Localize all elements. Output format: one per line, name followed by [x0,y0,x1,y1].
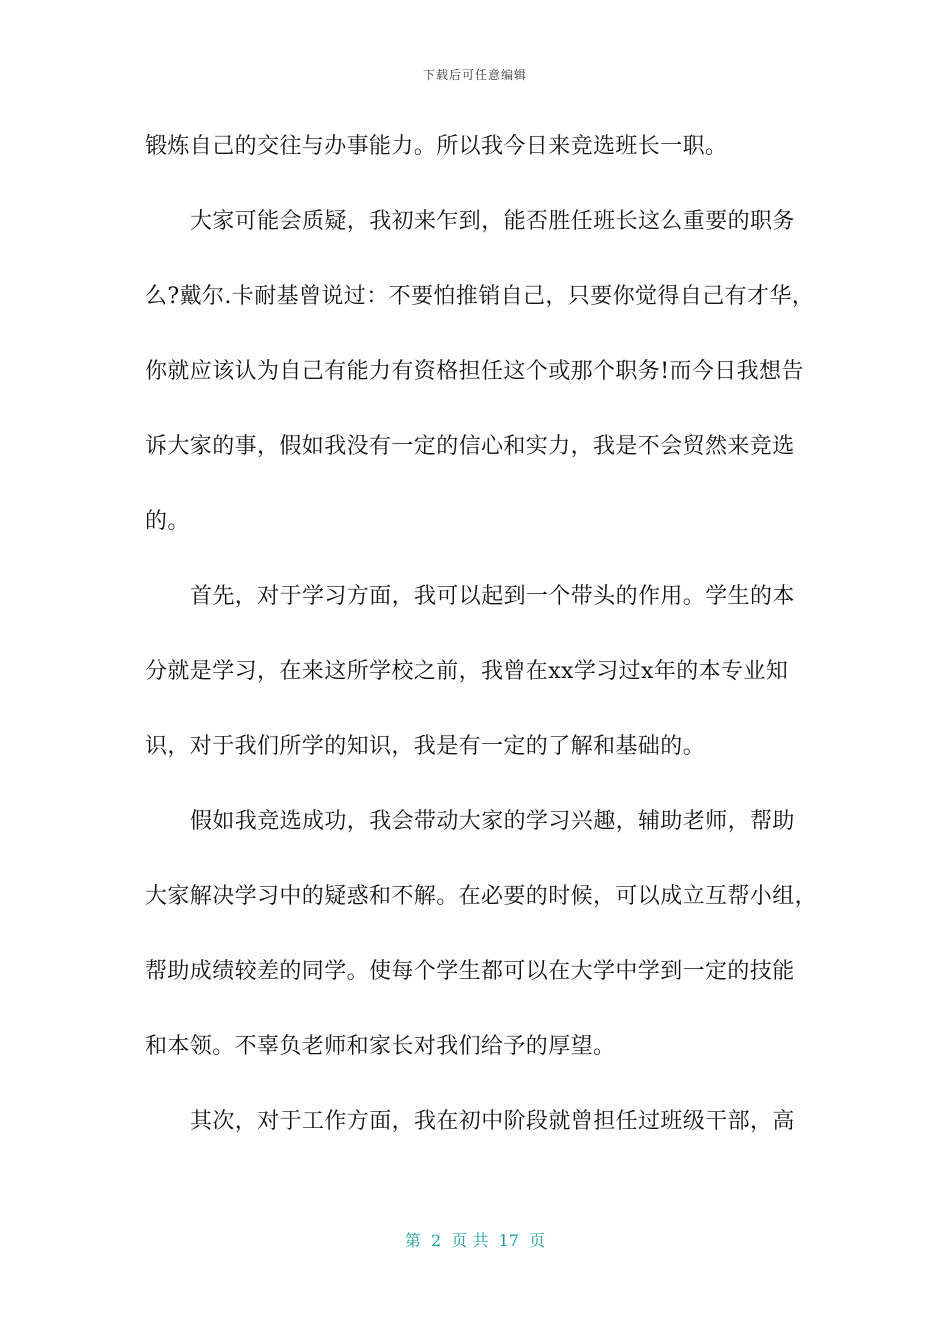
page-footer: 第 2 页 共 17 页 [404,1231,546,1250]
text-line: 你就应该认为自己有能力有资格担任这个或那个职务!而今日我想告 [145,359,804,384]
text-line: 么?戴尔.卡耐基曾说过：不要怕推销自己，只要你觉得自己有才华， [145,284,815,309]
text-line: 大家解决学习中的疑惑和不解。在必要的时候，可以成立互帮小组， [145,884,818,909]
paragraph-first-line: 首先，对于学习方面，我可以起到一个带头的作用。学生的本 [190,584,795,609]
text-line: 分就是学习，在来这所学校之前，我曾在xx学习过x年的本专业知 [145,659,789,684]
paragraph-first-line: 其次，对于工作方面，我在初中阶段就曾担任过班级干部，高 [190,1109,795,1134]
text-line: 帮助成绩较差的同学。使每个学生都可以在大学中学到一定的技能 [145,959,795,984]
text-line: 锻炼自己的交往与办事能力。所以我今日来竞选班长一职。 [145,134,728,159]
paragraph-first-line: 假如我竞选成功，我会带动大家的学习兴趣，辅助老师，帮助 [190,809,795,834]
paragraph-first-line: 大家可能会质疑，我初来乍到，能否胜任班长这么重要的职务 [190,209,795,234]
text-line: 诉大家的事，假如我没有一定的信心和实力，我是不会贸然来竞选 [145,434,795,459]
document-body [145,121,818,1171]
text-line: 和本领。不辜负老师和家长对我们给予的厚望。 [145,1034,616,1059]
text-line: 识，对于我们所学的知识，我是有一定的了解和基础的。 [145,734,706,759]
page-header: 下载后可任意编辑 [422,68,527,82]
text-line: 的。 [145,509,190,534]
